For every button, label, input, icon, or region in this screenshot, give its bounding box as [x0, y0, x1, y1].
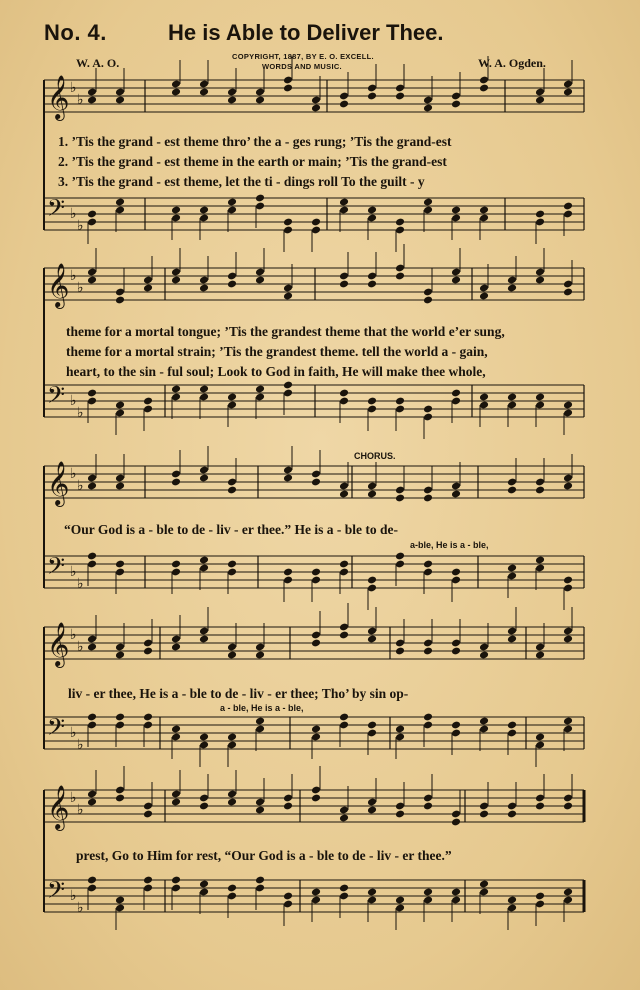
- treble-clef-icon: 𝄞: [47, 785, 70, 829]
- note-head: [423, 802, 433, 811]
- note-head: [171, 798, 181, 807]
- note-head: [255, 651, 265, 660]
- verse-3-line-1: 3. ’Tis the grand - est theme, let the ti - dings roll To the guilt - y: [58, 174, 425, 189]
- note-head: [171, 560, 181, 569]
- note-head: [367, 92, 377, 101]
- note-head: [423, 104, 433, 113]
- note-head: [535, 96, 545, 105]
- flat-icon: ♭: [77, 737, 84, 753]
- flat-icon: ♭: [70, 725, 77, 741]
- note-head: [115, 198, 125, 207]
- note-head: [227, 393, 237, 402]
- note-head: [507, 486, 517, 495]
- note-head: [451, 389, 461, 398]
- flat-icon: ♭: [77, 478, 84, 494]
- note-head: [115, 482, 125, 491]
- note-head: [115, 96, 125, 105]
- note-head: [563, 717, 573, 726]
- note-head: [535, 486, 545, 495]
- note-head: [563, 482, 573, 491]
- note-head: [199, 88, 209, 97]
- note-head: [199, 880, 209, 889]
- note-head: [283, 381, 293, 390]
- note-head: [283, 568, 293, 577]
- note-head: [283, 292, 293, 301]
- note-head: [199, 284, 209, 293]
- note-head: [87, 482, 97, 491]
- note-head: [535, 556, 545, 565]
- note-head: [507, 896, 517, 905]
- verse-2-line-1: 2. ’Tis the grand - est theme in the earth or main; ’Tis the grand-est: [58, 154, 447, 169]
- flat-icon: ♭: [70, 466, 77, 482]
- note-head: [115, 713, 125, 722]
- note-head: [451, 888, 461, 897]
- bass-clef-icon: 𝄢: [47, 552, 66, 585]
- treble-clef-icon: 𝄞: [47, 622, 70, 666]
- note-head: [395, 92, 405, 101]
- note-head: [171, 385, 181, 394]
- hymn-number: No. 4.: [44, 20, 107, 45]
- note-head: [563, 576, 573, 585]
- lyricist-credit: W. A. O.: [76, 56, 120, 70]
- note-head: [143, 810, 153, 819]
- note-head: [87, 276, 97, 285]
- copyright-subline: WORDS AND MUSIC.: [262, 62, 342, 71]
- note-head: [451, 206, 461, 215]
- note-head: [563, 802, 573, 811]
- note-head: [367, 576, 377, 585]
- note-head: [199, 385, 209, 394]
- note-head: [87, 96, 97, 105]
- verse-3-line-2: heart, to the sin - ful soul; Look to God in faith, He will make thee whole,: [66, 364, 486, 379]
- flat-icon: ♭: [77, 405, 84, 421]
- note-head: [227, 96, 237, 105]
- flat-icon: ♭: [77, 92, 84, 108]
- flat-icon: ♭: [70, 206, 77, 222]
- note-head: [227, 560, 237, 569]
- note-head: [395, 647, 405, 656]
- note-head: [507, 721, 517, 730]
- note-head: [171, 876, 181, 885]
- flat-icon: ♭: [70, 888, 77, 904]
- note-head: [311, 568, 321, 577]
- note-head: [563, 88, 573, 97]
- flat-icon: ♭: [70, 80, 77, 96]
- note-head: [311, 794, 321, 803]
- verse-2-line-2: theme for a mortal strain; ’Tis the grandest theme. tell the world a - gain,: [66, 344, 488, 359]
- flat-icon: ♭: [77, 576, 84, 592]
- note-head: [199, 802, 209, 811]
- treble-clef-icon: 𝄞: [47, 75, 70, 119]
- note-head: [395, 397, 405, 406]
- note-head: [87, 876, 97, 885]
- chorus-line-3: prest, Go to Him for rest, “Our God is a - ble to de - liv - er thee.”: [76, 848, 452, 863]
- chorus-line-1: “Our God is a - ble to de - liv - er thee.” He is a - ble to de-: [64, 522, 398, 537]
- note-head: [395, 272, 405, 281]
- note-head: [255, 96, 265, 105]
- note-head: [87, 210, 97, 219]
- note-head: [451, 647, 461, 656]
- note-head: [367, 397, 377, 406]
- treble-clef-icon: 𝄞: [47, 263, 70, 307]
- note-head: [87, 389, 97, 398]
- note-head: [339, 100, 349, 109]
- note-head: [255, 806, 265, 815]
- bass-clef-icon: 𝄢: [47, 876, 66, 909]
- note-head: [395, 810, 405, 819]
- note-head: [115, 794, 125, 803]
- note-head: [339, 713, 349, 722]
- copyright-notice: COPYRIGHT, 1887, BY E. O. EXCELL.: [232, 52, 374, 61]
- note-head: [535, 210, 545, 219]
- note-head: [535, 892, 545, 901]
- note-head: [451, 721, 461, 730]
- note-head: [395, 494, 405, 503]
- note-head: [479, 810, 489, 819]
- note-head: [367, 490, 377, 499]
- note-head: [563, 202, 573, 211]
- note-head: [563, 635, 573, 644]
- note-head: [339, 631, 349, 640]
- note-head: [311, 218, 321, 227]
- note-head: [423, 888, 433, 897]
- note-head: [87, 713, 97, 722]
- note-head: [479, 651, 489, 660]
- note-head: [283, 802, 293, 811]
- note-head: [507, 635, 517, 644]
- note-head: [395, 725, 405, 734]
- note-head: [171, 276, 181, 285]
- note-head: [115, 401, 125, 410]
- note-head: [339, 389, 349, 398]
- note-head: [395, 552, 405, 561]
- note-head: [507, 564, 517, 573]
- bass-clef-icon: 𝄢: [47, 713, 66, 746]
- note-head: [423, 494, 433, 503]
- verse-1-line-1: 1. ’Tis the grand - est theme thro’ the a - ges rung; ’Tis the grand-est: [58, 134, 452, 149]
- note-head: [115, 651, 125, 660]
- note-head: [199, 635, 209, 644]
- note-head: [367, 888, 377, 897]
- flat-icon: ♭: [77, 218, 84, 234]
- note-head: [479, 292, 489, 301]
- verse-1-line-2: theme for a mortal tongue; ’Tis the grandest theme that the world e’er sung,: [66, 324, 505, 339]
- note-head: [367, 721, 377, 730]
- note-head: [311, 478, 321, 487]
- note-head: [255, 385, 265, 394]
- composer-credit: W. A. Ogden.: [478, 56, 546, 70]
- note-head: [227, 280, 237, 289]
- note-head: [143, 397, 153, 406]
- note-head: [451, 568, 461, 577]
- flat-icon: ♭: [77, 280, 84, 296]
- note-head: [395, 896, 405, 905]
- flat-icon: ♭: [70, 393, 77, 409]
- note-head: [563, 288, 573, 297]
- note-head: [479, 84, 489, 93]
- note-head: [367, 806, 377, 815]
- note-head: [423, 198, 433, 207]
- note-head: [283, 474, 293, 483]
- flat-icon: ♭: [77, 802, 84, 818]
- flat-icon: ♭: [77, 639, 84, 655]
- note-head: [255, 194, 265, 203]
- note-head: [227, 198, 237, 207]
- note-head: [423, 296, 433, 305]
- bass-clef-icon: 𝄢: [47, 381, 66, 414]
- note-head: [563, 888, 573, 897]
- note-head: [115, 896, 125, 905]
- note-head: [507, 810, 517, 819]
- note-head: [199, 556, 209, 565]
- bass-clef-icon: 𝄢: [47, 194, 66, 227]
- treble-clef-icon: 𝄞: [47, 461, 70, 505]
- note-head: [143, 876, 153, 885]
- note-head: [535, 733, 545, 742]
- note-head: [143, 284, 153, 293]
- flat-icon: ♭: [70, 627, 77, 643]
- note-head: [171, 478, 181, 487]
- note-head: [171, 206, 181, 215]
- note-head: [199, 206, 209, 215]
- chorus-echo-1: a-ble, He is a - ble,: [410, 540, 489, 550]
- note-head: [451, 100, 461, 109]
- note-head: [311, 104, 321, 113]
- note-head: [227, 486, 237, 495]
- note-head: [311, 639, 321, 648]
- note-head: [535, 393, 545, 402]
- note-head: [171, 88, 181, 97]
- note-head: [479, 717, 489, 726]
- flat-icon: ♭: [70, 564, 77, 580]
- note-head: [479, 393, 489, 402]
- note-head: [227, 651, 237, 660]
- note-head: [535, 651, 545, 660]
- note-head: [255, 276, 265, 285]
- note-head: [479, 880, 489, 889]
- note-head: [535, 276, 545, 285]
- note-head: [87, 552, 97, 561]
- note-head: [199, 474, 209, 483]
- note-head: [87, 798, 97, 807]
- note-head: [199, 733, 209, 742]
- note-head: [423, 647, 433, 656]
- note-head: [423, 560, 433, 569]
- note-head: [395, 218, 405, 227]
- note-head: [423, 713, 433, 722]
- hymn-title: He is Able to Deliver Thee.: [168, 20, 444, 45]
- note-head: [115, 296, 125, 305]
- note-head: [115, 560, 125, 569]
- note-head: [479, 206, 489, 215]
- note-head: [171, 643, 181, 652]
- note-head: [339, 560, 349, 569]
- note-head: [507, 393, 517, 402]
- flat-icon: ♭: [70, 268, 77, 284]
- flat-icon: ♭: [70, 790, 77, 806]
- note-head: [227, 733, 237, 742]
- note-head: [339, 884, 349, 893]
- note-head: [227, 884, 237, 893]
- note-head: [255, 717, 265, 726]
- note-head: [339, 814, 349, 823]
- chorus-line-2: liv - er thee, He is a - ble to de - liv - er thee; Tho’ by sin op-: [68, 686, 409, 701]
- note-head: [535, 802, 545, 811]
- note-head: [227, 798, 237, 807]
- note-head: [255, 876, 265, 885]
- note-head: [283, 218, 293, 227]
- note-head: [143, 647, 153, 656]
- note-head: [87, 643, 97, 652]
- note-head: [283, 84, 293, 93]
- note-head: [171, 725, 181, 734]
- note-head: [367, 280, 377, 289]
- note-head: [339, 198, 349, 207]
- note-head: [311, 725, 321, 734]
- flat-icon: ♭: [77, 900, 84, 916]
- note-head: [311, 888, 321, 897]
- note-head: [451, 490, 461, 499]
- note-head: [507, 284, 517, 293]
- note-head: [423, 405, 433, 414]
- note-head: [339, 280, 349, 289]
- note-head: [283, 892, 293, 901]
- chorus-echo-2: a - ble, He is a - ble,: [220, 703, 304, 713]
- note-head: [367, 206, 377, 215]
- note-head: [451, 818, 461, 827]
- note-head: [143, 713, 153, 722]
- note-head: [451, 276, 461, 285]
- note-head: [339, 490, 349, 499]
- chorus-label: CHORUS.: [354, 451, 396, 461]
- note-head: [563, 401, 573, 410]
- note-head: [367, 635, 377, 644]
